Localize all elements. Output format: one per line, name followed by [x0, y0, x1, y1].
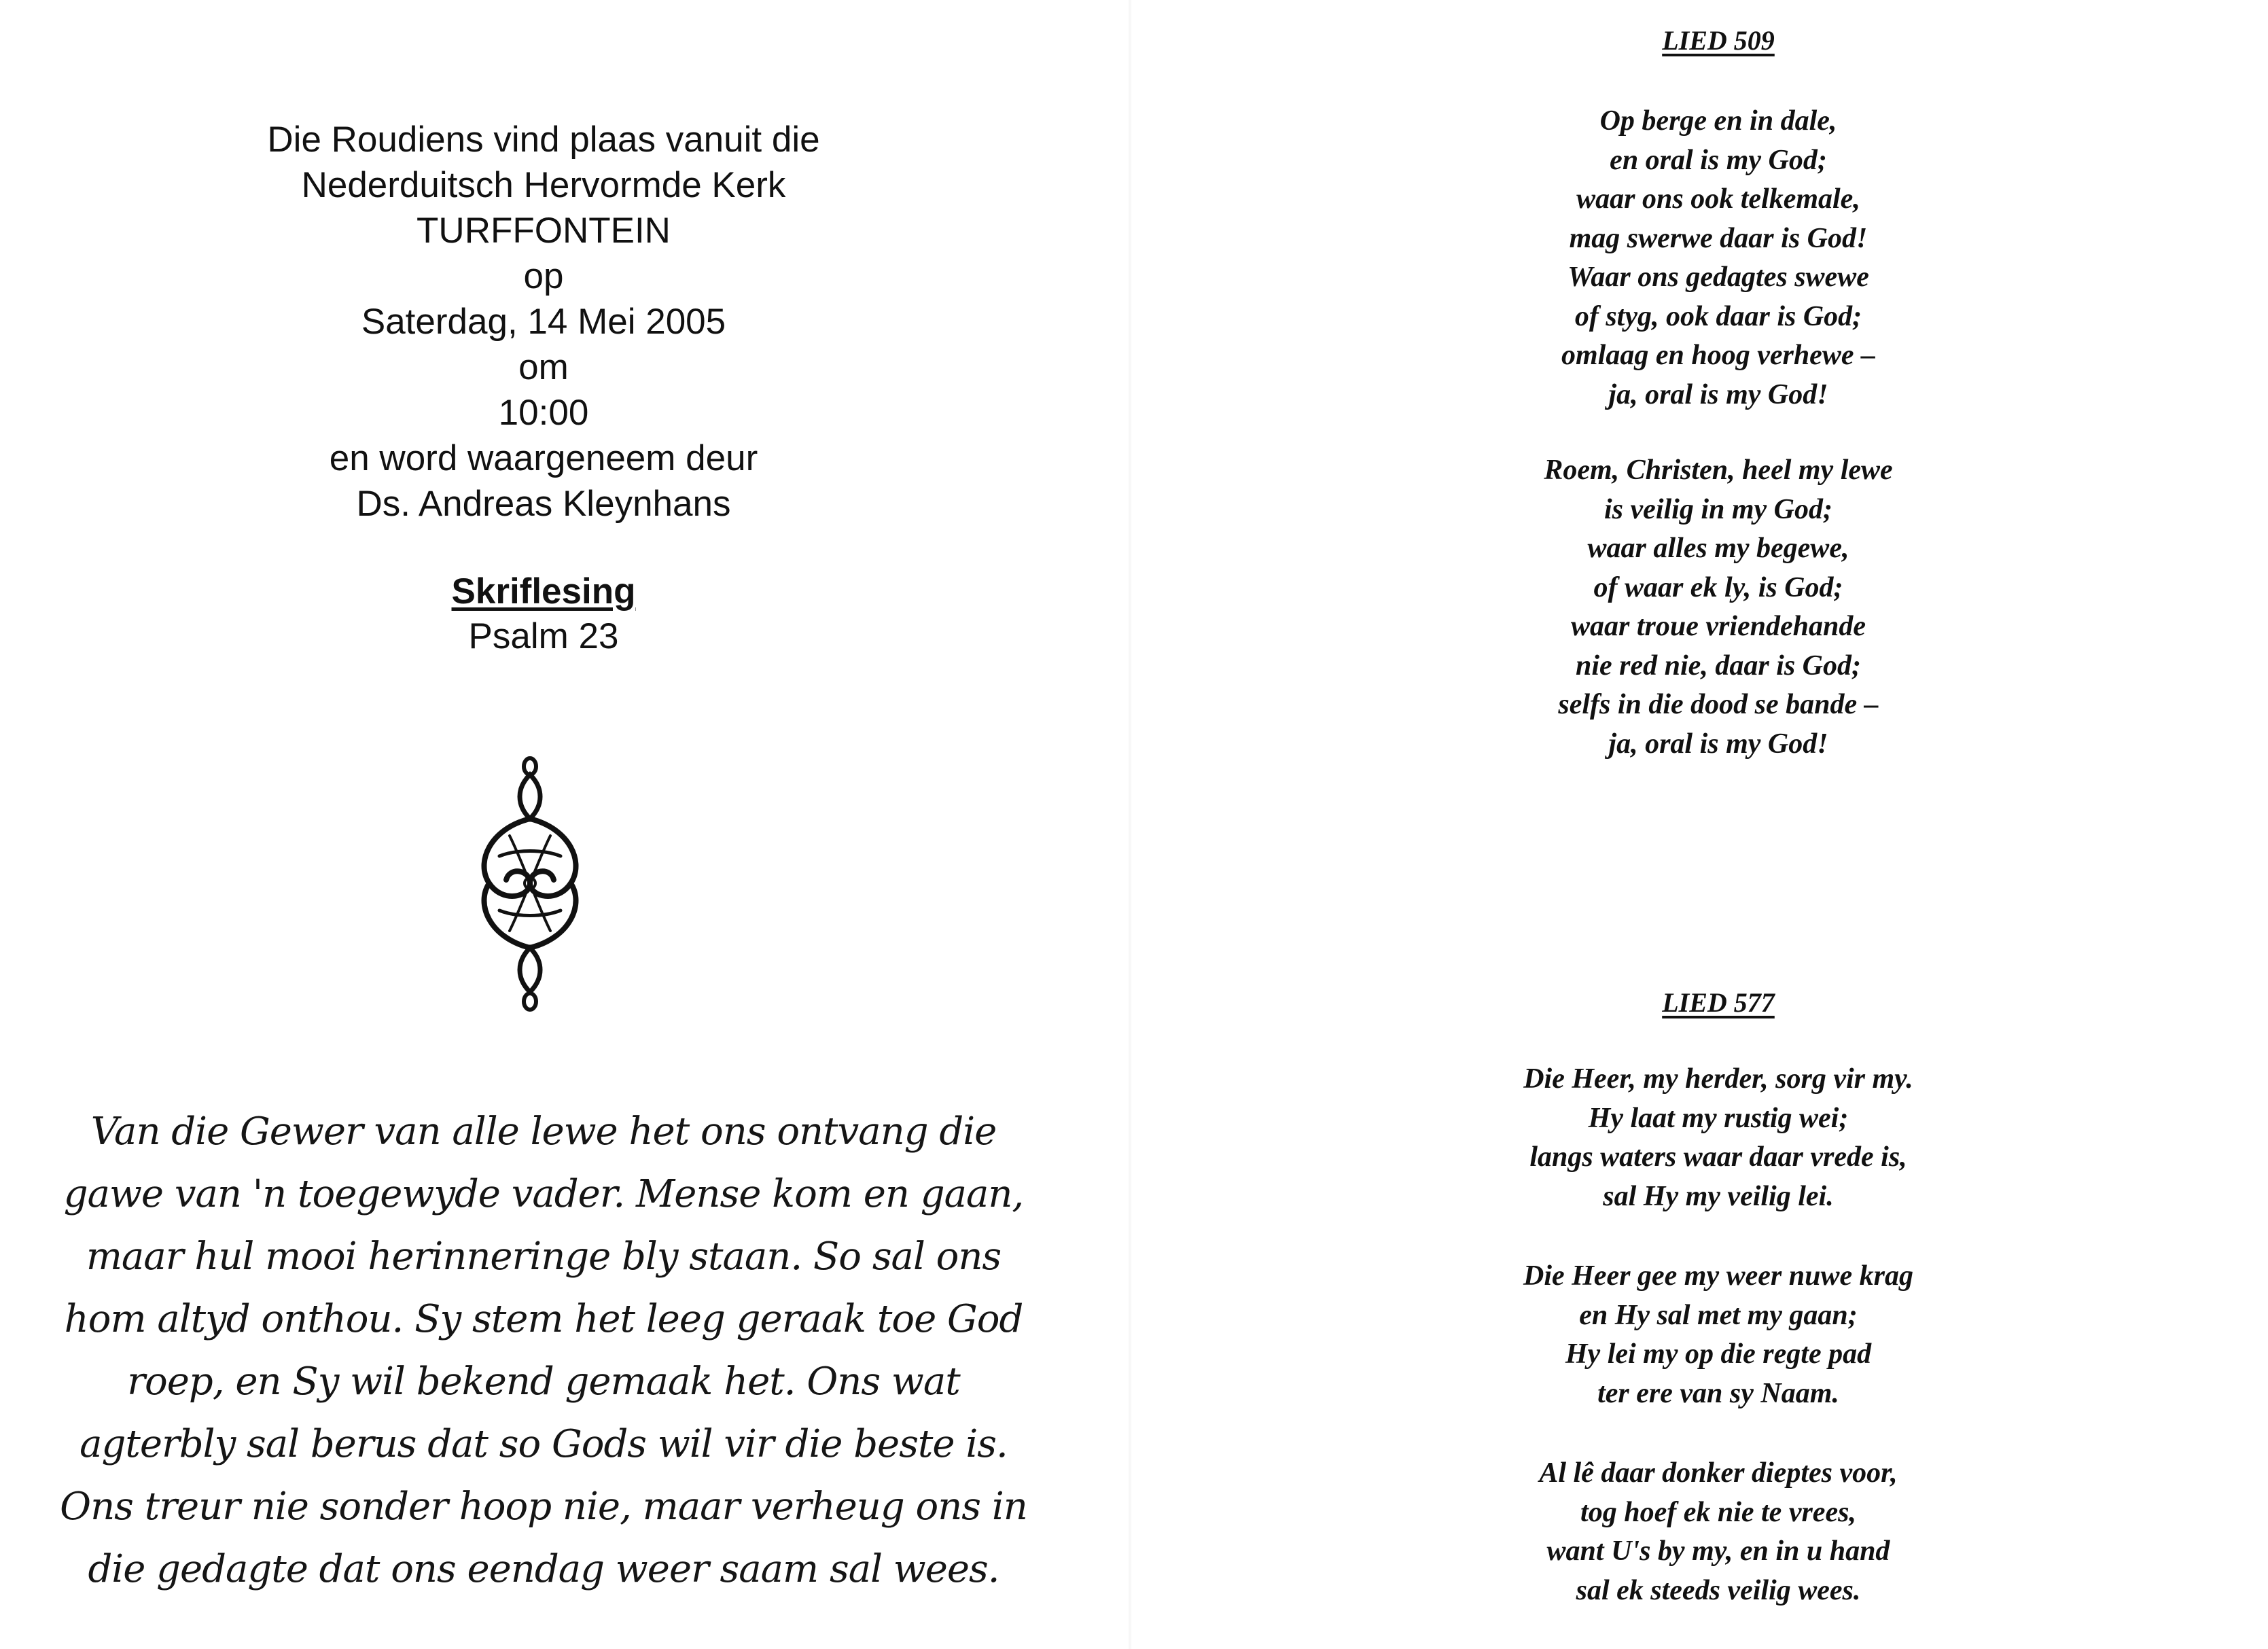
hymn-title-509: LIED 509	[1662, 25, 1775, 56]
service-line-officiant-intro: en word waargeneem deur	[329, 438, 758, 478]
verse-line: Hy lei my op die regte pad	[1565, 1338, 1872, 1370]
verse-line: tog hoef ek nie te vrees,	[1580, 1496, 1856, 1528]
hymn-577-verse-3	[1169, 1454, 2268, 1610]
service-line-church: Nederduitsch Hervormde Kerk	[301, 165, 786, 205]
service-line-location: TURFFONTEIN	[417, 211, 671, 251]
verse-line: sal ek steeds veilig wees.	[1576, 1574, 1861, 1606]
service-line-op: op	[523, 256, 564, 296]
service-line-time: 10:00	[498, 393, 589, 433]
verse-line: en Hy sal met my gaan;	[1579, 1299, 1858, 1331]
hymn-title-577: LIED 577	[1662, 987, 1775, 1018]
service-line-om: om	[518, 347, 569, 387]
verse-line: Die Heer, my herder, sorg vir my.	[1523, 1063, 1913, 1095]
verse-line: Roem, Christen, heel my lewe	[1544, 455, 1893, 486]
verse-line: Waar ons gedagtes swewe	[1567, 262, 1869, 293]
verse-line: waar troue vriendehande	[1570, 611, 1866, 642]
verse-line: selfs in die dood se bande –	[1558, 689, 1879, 720]
verse-line: omlaag en hoog verhewe –	[1561, 340, 1875, 371]
reading-heading: Skriflesing	[451, 571, 636, 611]
verse-line: want U's by my, en in u hand	[1546, 1536, 1890, 1567]
verse-line: Die Heer gee my weer nuwe krag	[1523, 1260, 1913, 1292]
verse-line: Op berge en in dale,	[1599, 105, 1837, 137]
verse-line: Hy laat my rustig wei;	[1588, 1102, 1849, 1134]
service-line-date: Saterdag, 14 Mei 2005	[361, 302, 726, 342]
verse-line: is veilig in my God;	[1604, 493, 1832, 525]
left-page	[0, 0, 1114, 1649]
scroll-ornament-icon	[476, 754, 584, 1012]
verse-line: of styg, ook daar is God;	[1574, 300, 1862, 332]
verse-line: ter ere van sy Naam.	[1597, 1377, 1839, 1409]
page-fold	[1128, 0, 1132, 1649]
verse-line: waar alles my begewe,	[1587, 533, 1849, 564]
verse-line: ja, oral is my God!	[1608, 728, 1828, 760]
verse-line: langs waters waar daar vrede is,	[1529, 1141, 1907, 1173]
verse-line: of waar ek ly, is God;	[1593, 571, 1843, 603]
service-details	[0, 117, 1087, 527]
hymn-577-verse-1	[1169, 1060, 2268, 1216]
verse-line: waar ons ook telkemale,	[1576, 183, 1860, 215]
tribute-text: Van die Gewer van alle lewe het ons ontvang die gawe van 'n toegewyde vader. Mense kom en gaan, maar hul mooi herinneringe bly staan. So sal ons hom altyd onthou. Sy stem het leeg geraak toe God roep, en Sy wil bekend gemaak het. Ons wat agterbly sal berus dat so Gods wil vir die beste is. Ons treur nie sonder hoop nie, maar verheug ons in die gedagte dat ons eendag weer saam sal wees.	[60, 1110, 1027, 1591]
verse-line: en oral is my God;	[1610, 144, 1827, 176]
verse-line: Al lê daar donker dieptes voor,	[1539, 1457, 1898, 1489]
service-line-officiant: Ds. Andreas Kleynhans	[356, 484, 731, 524]
verse-line: ja, oral is my God!	[1608, 378, 1828, 410]
hymn-509-verse-2	[1169, 451, 2268, 764]
verse-line: mag swerwe daar is God!	[1569, 222, 1868, 254]
reading-reference: Psalm 23	[468, 616, 619, 656]
service-line-venue-intro: Die Roudiens vind plaas vanuit die	[267, 120, 820, 160]
scripture-reading	[0, 569, 1087, 659]
hymn-577-verse-2	[1169, 1257, 2268, 1413]
verse-line: nie red nie, daar is God;	[1576, 650, 1861, 681]
verse-line: sal Hy my veilig lei.	[1603, 1180, 1834, 1212]
right-page	[1169, 0, 2268, 1649]
hymn-509-verse-1	[1169, 102, 2268, 414]
